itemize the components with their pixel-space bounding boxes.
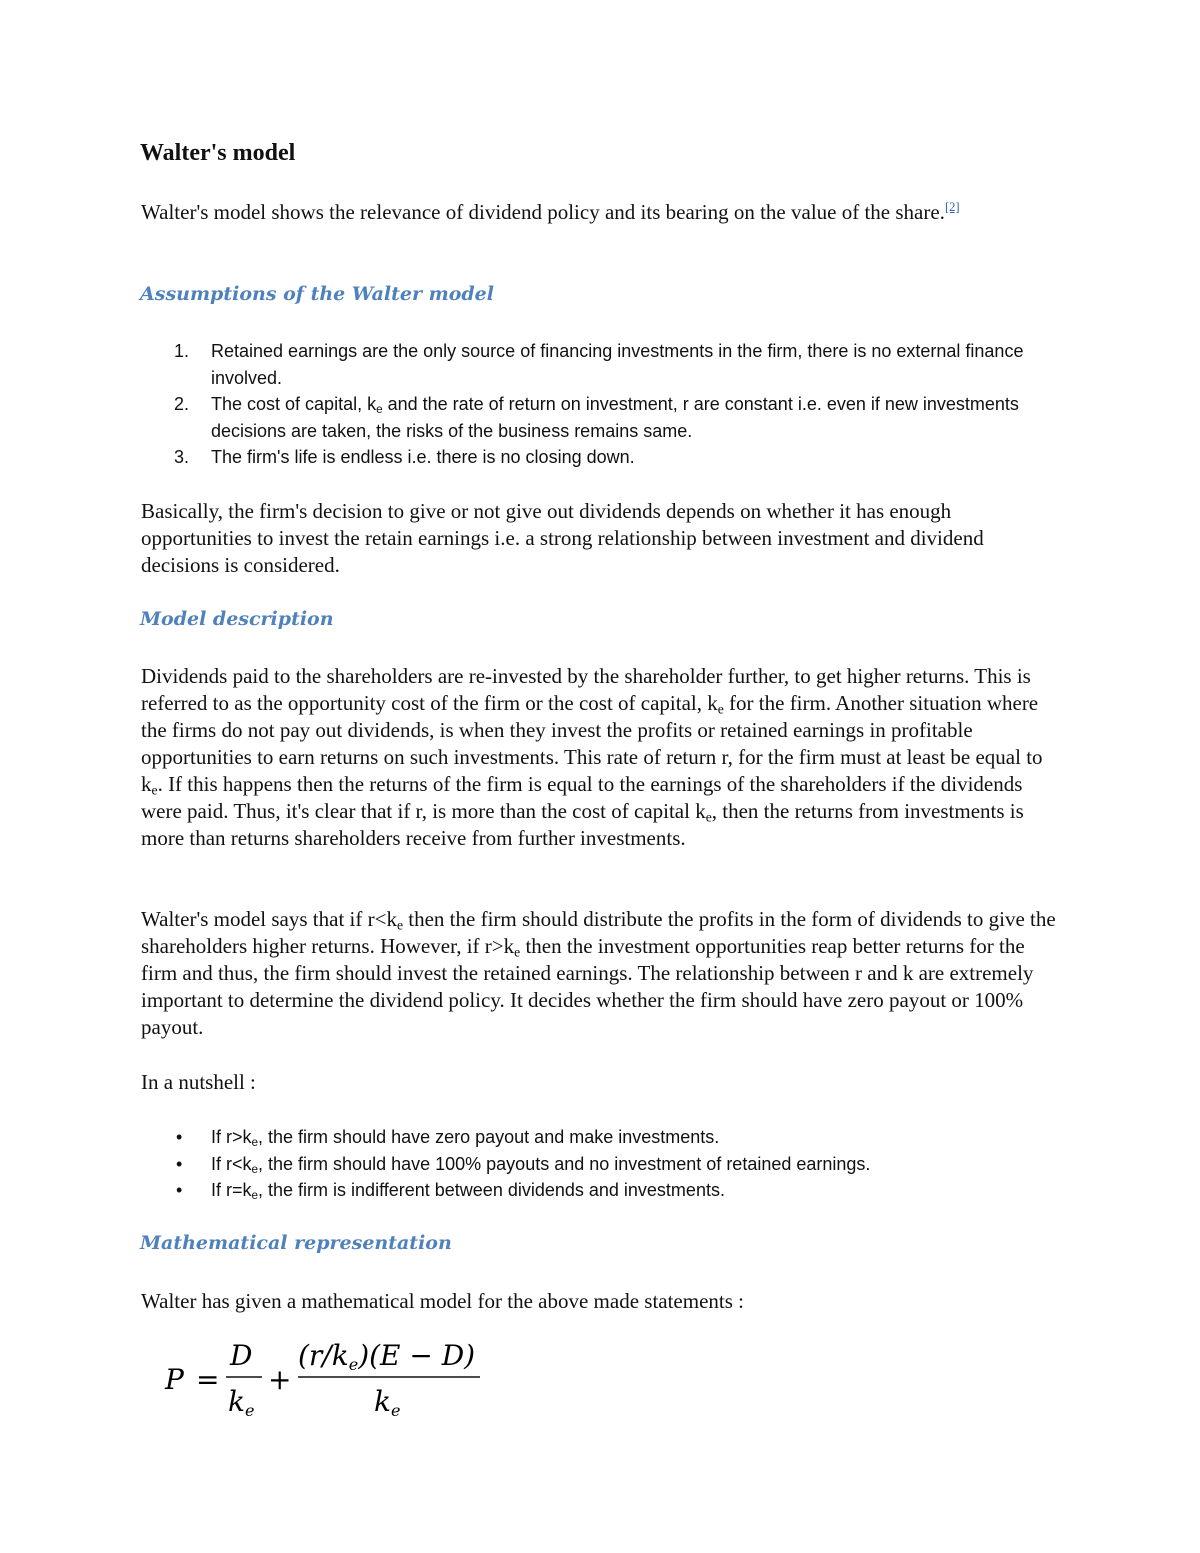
bullet-icon: • xyxy=(176,1127,183,1147)
text-part: If r>k xyxy=(211,1127,252,1147)
page-title: Walter's model xyxy=(140,140,296,166)
text-part: If r<k xyxy=(211,1153,252,1174)
list-item xyxy=(141,1177,1061,1204)
subscript: e xyxy=(705,809,712,825)
list-item xyxy=(141,1124,1061,1151)
list-item-text-part: The cost of capital, k xyxy=(211,394,377,414)
list-number: 2. xyxy=(174,394,190,414)
list-item xyxy=(141,1151,1061,1178)
list-number: 1. xyxy=(174,341,190,361)
assumptions-heading: Assumptions of the Walter model xyxy=(140,283,494,305)
subscript: e xyxy=(251,1188,259,1202)
assumptions-list xyxy=(141,338,1061,471)
subscript: e xyxy=(376,402,383,416)
list-item xyxy=(141,391,1061,444)
model-description-paragraph-1 xyxy=(141,663,1061,852)
formula-equals: = xyxy=(196,1363,220,1396)
formula-numerator-2: (r/ke)(E − D) xyxy=(298,1339,476,1374)
intro-text: Walter's model shows the relevance of dividend policy and its bearing on the value of the share. xyxy=(141,200,945,224)
text-part: , then the returns from investments is more than returns shareholders receive from further investments. xyxy=(141,799,1024,850)
formula-numerator-1: D xyxy=(230,1339,253,1372)
model-description-heading: Model description xyxy=(140,608,334,630)
basically-paragraph: Basically, the firm's decision to give or not give out dividends depends on whether it has enough opportunities to invest the retain earnings i.e. a strong relationship between investment and dividend decisions is considered. xyxy=(141,499,984,577)
math-text: Walter has given a mathematical model for the above made statements : xyxy=(141,1289,745,1313)
list-item xyxy=(141,338,1061,391)
bullet-icon: • xyxy=(176,1180,183,1200)
list-item-text xyxy=(211,394,1019,441)
text-part: Walter's model says that if r<k xyxy=(141,907,397,931)
formula-lhs: P xyxy=(165,1363,184,1396)
walter-formula xyxy=(160,1335,520,1425)
text-part: then the investment opportunities reap better returns for the firm and thus, the firm should invest the retained earnings. The relationship between r and k are extremely important to determine the dividend policy. It decides whether the firm should have zero payout or 100% payout. xyxy=(141,934,1034,1039)
subscript: e xyxy=(151,782,158,798)
text-part: . If this happens then the returns of the firm is equal to the earnings of the shareholders if the dividends were paid. Thus, it's clear that if r, is more than the cost of capital k xyxy=(141,772,1023,823)
math-heading: Mathematical representation xyxy=(140,1232,452,1254)
text-part: If r=k xyxy=(211,1180,252,1200)
list-item-text: Retained earnings are the only source of financing investments in the firm, there is no external finance involved. xyxy=(211,341,1024,388)
subscript: e xyxy=(514,944,521,960)
text-part: for the firm. Another situation where the firms do not pay out dividends, is when they invest the profits or retained earnings in profitable opportunities to earn returns on such investments. This rate of return r, for the firm must at least be equal to k xyxy=(141,691,1043,796)
subscript: e xyxy=(251,1135,259,1149)
formula-denominator-1: ke xyxy=(228,1385,255,1420)
subscript: e xyxy=(396,917,404,933)
text-part: , the firm is indifferent between dividends and investments. xyxy=(258,1180,725,1200)
intro-paragraph xyxy=(141,199,1061,226)
text-part: Dividends paid to the shareholders are re-invested by the shareholder further, to get higher returns. This is referred to as the opportunity cost of the firm or the cost of capital, k xyxy=(141,664,1031,715)
list-number: 3. xyxy=(174,447,190,467)
text-part: then the firm should distribute the profits in the form of dividends to give the shareholders higher returns. However, if r>k xyxy=(141,907,1056,958)
list-item-text: The firm's life is endless i.e. there is no closing down. xyxy=(211,447,635,467)
list-item-text-part: and the rate of return on investment, r are constant i.e. even if new investments decisions are taken, the risks of the business remains same. xyxy=(211,394,1019,441)
subscript: e xyxy=(251,1162,259,1176)
model-description-paragraph-2 xyxy=(141,906,1061,1041)
text-part: , the firm should have 100% payouts and no investment of retained earnings. xyxy=(258,1153,871,1174)
nutshell-bullet-list xyxy=(141,1124,1061,1204)
subscript: e xyxy=(717,701,724,717)
list-item xyxy=(141,444,1061,471)
text-part: , the firm should have zero payout and make investments. xyxy=(258,1127,720,1147)
formula-denominator-2: ke xyxy=(374,1385,401,1420)
bullet-icon: • xyxy=(176,1153,183,1174)
nutshell-text: In a nutshell : xyxy=(141,1070,256,1094)
reference-link[interactable]: [2] xyxy=(944,200,960,214)
formula-plus: + xyxy=(268,1363,292,1396)
